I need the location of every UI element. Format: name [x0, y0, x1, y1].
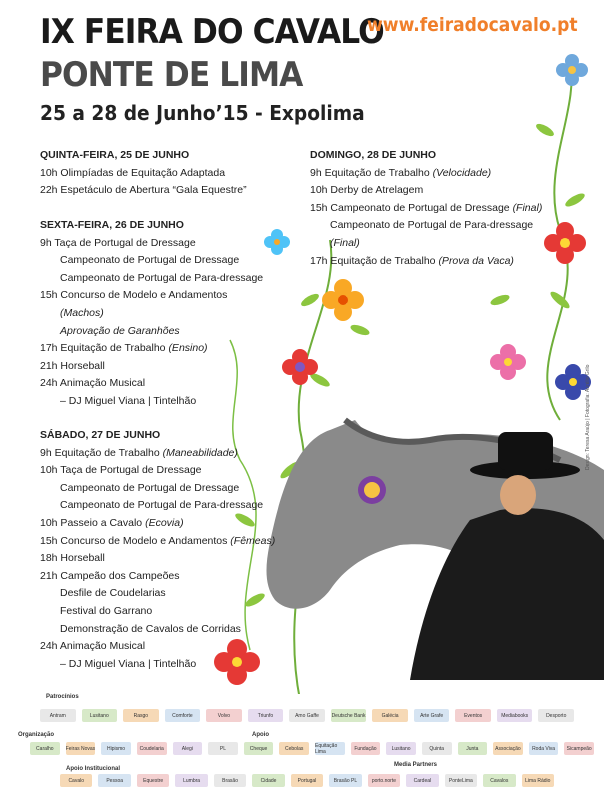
sponsor-logo: Feiras Novas — [66, 742, 96, 755]
day-heading: QUINTA-FEIRA, 25 DE JUNHO — [40, 149, 190, 161]
sponsor-row-3 — [60, 774, 560, 790]
schedule-line: 15h Concurso de Modelo e Andamentos — [40, 289, 228, 302]
sponsor-logo: Eventos — [455, 709, 491, 722]
sponsor-bar — [0, 694, 604, 800]
program-saturday — [40, 427, 275, 673]
sponsor-logo: Caralho — [30, 742, 60, 755]
sponsor-logo: Desporto — [538, 709, 574, 722]
schedule-line: (Final) — [330, 236, 360, 249]
event-dates: 25 a 28 de Junho’15 - Expolima — [40, 101, 365, 125]
sponsor-logo: Hipismo — [101, 742, 131, 755]
program-sunday — [310, 147, 542, 270]
schedule-line: 24h Animação Musical — [40, 377, 146, 390]
sponsor-logo: Cavalos — [483, 774, 515, 787]
sponsor-logo: Cardeal — [406, 774, 438, 787]
schedule-line: 15h Campeonato de Portugal de Dressage (Final) — [310, 201, 543, 214]
sponsor-logo: Fundação — [351, 742, 381, 755]
sponsor-logo: Associação — [493, 742, 523, 755]
title-line2: PONTE DE LIMA — [40, 55, 303, 95]
sponsor-logo: Cebolas — [279, 742, 309, 755]
schedule-line: 17h Equitação de Trabalho (Prova da Vaca) — [310, 254, 514, 267]
schedule-line: 17h Equitação de Trabalho (Ensino) — [40, 342, 208, 355]
schedule-line: 10h Olimpíadas de Equitação Adaptada — [40, 166, 226, 179]
day-heading: DOMINGO, 28 DE JUNHO — [310, 149, 437, 161]
sponsor-logo: Cavalo — [60, 774, 92, 787]
sponsor-logo: PL — [208, 742, 238, 755]
sponsor-logo: Lumbra — [175, 774, 207, 787]
schedule-line: Festival do Garrano — [60, 604, 153, 617]
flower-blue-top — [556, 54, 588, 86]
sponsor-logo: Brasão PL — [329, 774, 361, 787]
sponsor-logo: Amo Gaffe — [289, 709, 325, 722]
sponsor-row-1 — [40, 709, 580, 725]
schedule-line: Desfile de Coudelarias — [60, 587, 166, 600]
program-thursday — [40, 147, 247, 200]
sponsor-logo: Comforte — [165, 709, 201, 722]
sponsor-logo: PonteLima — [445, 774, 477, 787]
sponsor-logo: porto.norte — [368, 774, 400, 787]
schedule-line: 24h Animação Musical — [40, 640, 146, 653]
apoio-institucional-label: Apoio Institucional — [66, 766, 120, 772]
sponsor-logo: Sicampeão — [564, 742, 594, 755]
sponsor-logo: Triunfo — [248, 709, 284, 722]
sponsor-logo: Equestre — [137, 774, 169, 787]
program-friday — [40, 217, 263, 411]
schedule-line: Campeonato de Portugal de Para-dressage — [60, 499, 264, 512]
credit-text: Design: Teresa Araújo | Fotografia: Aurélio Grilo — [585, 364, 591, 470]
sponsor-logo: Cidade — [252, 774, 284, 787]
sponsor-logo: Lusitano — [386, 742, 416, 755]
flower-red-right — [544, 222, 586, 264]
schedule-line: 21h Horseball — [40, 359, 105, 372]
sponsor-logo: Portugal — [291, 774, 323, 787]
schedule-line: 9h Taça de Portugal de Dressage — [40, 236, 196, 249]
schedule-line: – DJ Miguel Viana | Tintelhão — [60, 657, 197, 670]
schedule-line: Demonstração de Cavalos de Corridas — [60, 622, 241, 635]
schedule-line: Campeonato de Portugal de Para-dressage — [330, 219, 534, 232]
sponsor-logo: Brasão — [214, 774, 246, 787]
sponsor-logo: Cheque — [244, 742, 274, 755]
sponsor-logo: Quinta — [422, 742, 452, 755]
organizacao-label: Organização — [18, 732, 55, 738]
day-heading: SEXTA-FEIRA, 26 DE JUNHO — [40, 219, 184, 231]
schedule-line: 22h Espetáculo de Abertura “Gala Equestre” — [40, 184, 247, 197]
apoio-label: Apoio — [252, 732, 269, 738]
flower-blue-small — [264, 229, 290, 255]
schedule-line: Aprovação de Garanhões — [60, 324, 180, 337]
website-link[interactable]: www.feiradocavalo.pt — [367, 14, 578, 36]
sponsor-logo: Coudelaria — [137, 742, 167, 755]
schedule-line: – DJ Miguel Viana | Tintelhão — [60, 394, 197, 407]
sponsor-logo: Equitação Lima — [315, 742, 345, 755]
sponsor-logo: Antram — [40, 709, 76, 722]
sponsor-logo: Deutsche Bank — [331, 709, 367, 722]
schedule-line: 15h Concurso de Modelo e Andamentos (Fêmeas) — [40, 534, 276, 547]
flower-red-mid — [282, 349, 318, 385]
sponsor-logo: Roda Viva — [529, 742, 559, 755]
sponsor-logo: Volvo — [206, 709, 242, 722]
patrocinios-label: Patrocínios — [46, 694, 79, 700]
schedule-line: 10h Taça de Portugal de Dressage — [40, 464, 202, 477]
sponsor-logo: Mediabooks — [497, 709, 533, 722]
schedule-line: 10h Passeio a Cavalo (Ecovia) — [40, 516, 184, 529]
sponsor-logo: Lima Rádio — [522, 774, 554, 787]
flower-pink — [490, 344, 526, 380]
title-line1: IX FEIRA DO CAVALO — [40, 12, 384, 52]
schedule-line: 18h Horseball — [40, 552, 105, 565]
sponsor-row-2 — [30, 742, 600, 758]
schedule-line: 9h Equitação de Trabalho (Maneabilidade) — [40, 446, 238, 459]
schedule-line: (Machos) — [60, 306, 104, 319]
sponsor-logo: Pessoa — [98, 774, 130, 787]
schedule-line: Campeonato de Portugal de Dressage — [60, 481, 240, 494]
sponsor-logo: Arte Grafe — [414, 709, 450, 722]
sponsor-logo: Lusitano — [82, 709, 118, 722]
schedule-line: 10h Derby de Atrelagem — [310, 184, 424, 197]
sponsor-logo: Galécia — [372, 709, 408, 722]
schedule-line: 9h Equitação de Trabalho (Velocidade) — [310, 166, 492, 179]
schedule-line: Campeonato de Portugal de Para-dressage — [60, 271, 264, 284]
sponsor-logo: Junta — [458, 742, 488, 755]
day-heading: SÁBADO, 27 DE JUNHO — [40, 429, 161, 441]
sponsor-logo: Rasgo — [123, 709, 159, 722]
schedule-line: 21h Campeão dos Campeões — [40, 569, 180, 582]
sponsor-logo: Alegi — [173, 742, 203, 755]
media-partners-label: Media Partners — [394, 762, 438, 768]
schedule-line: Campeonato de Portugal de Dressage — [60, 254, 240, 267]
